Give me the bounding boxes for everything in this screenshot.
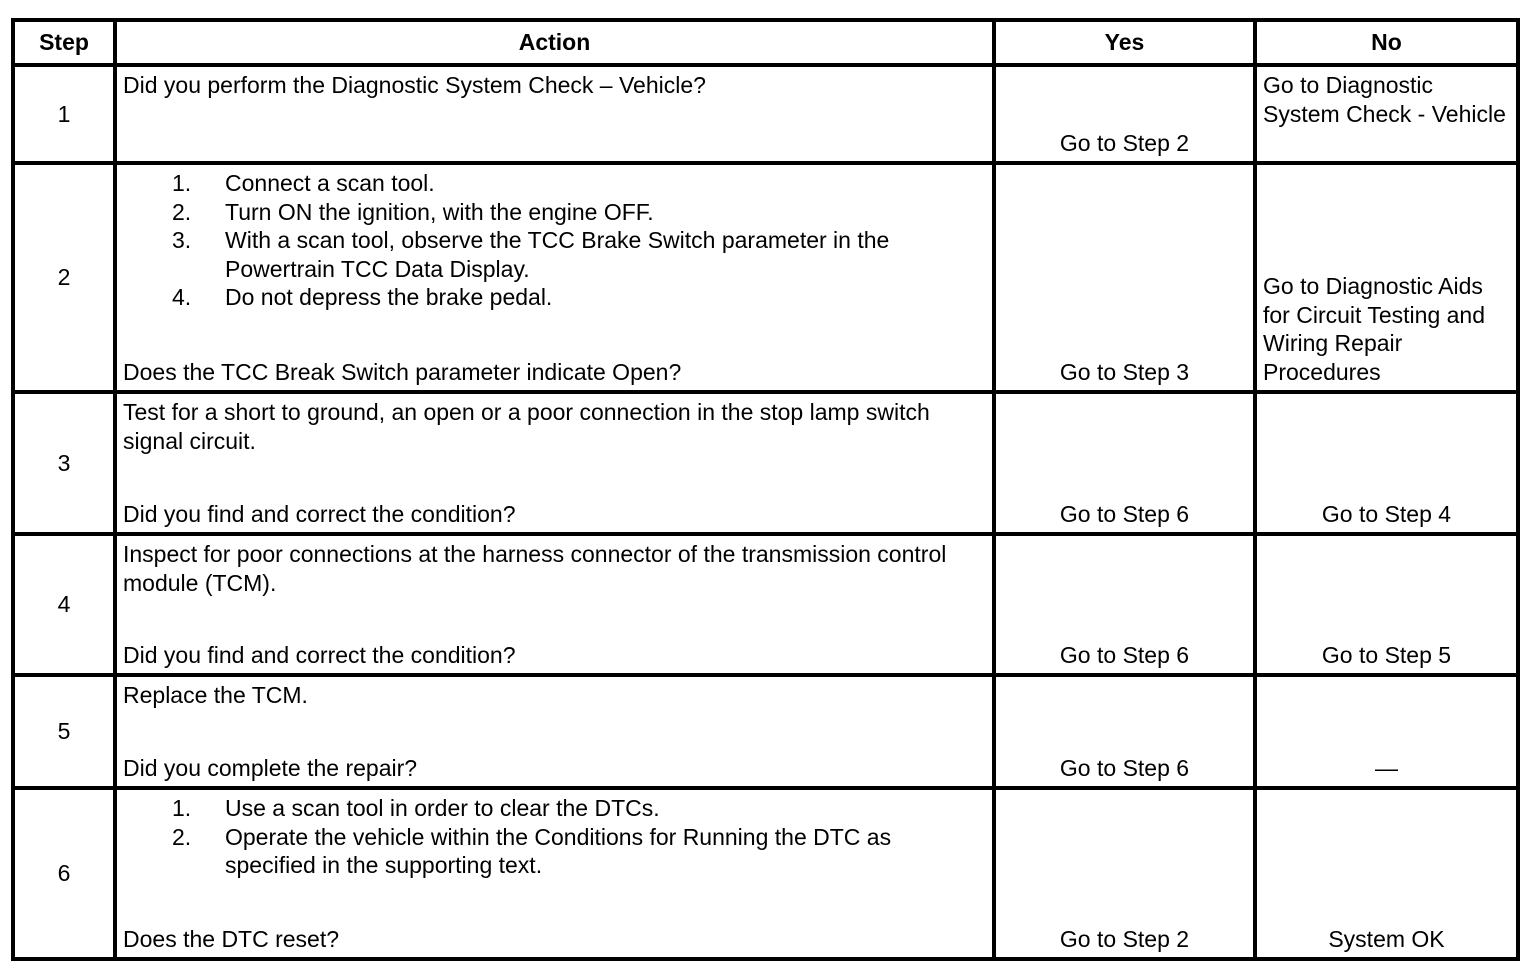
yes-answer: Go to Step 3: [1059, 358, 1190, 385]
action-steps-list: [123, 169, 986, 312]
header-step: Step: [13, 20, 115, 65]
action-text: Inspect for poor connections at the harness connector of the transmission control module (TCM).: [123, 541, 947, 596]
step-number: 1: [13, 65, 115, 163]
action-cell: [115, 65, 994, 163]
no-cell: [1255, 163, 1518, 392]
list-item: 2. Operate the vehicle within the Conditions for Running the DTC as specified in the supporting text.: [172, 823, 892, 878]
no-cell: [1255, 788, 1518, 959]
step-number: 5: [13, 675, 115, 788]
action-cell: [115, 788, 994, 959]
yes-answer: Go to Step 6: [1059, 754, 1190, 781]
yes-cell: [994, 534, 1255, 675]
yes-cell: [994, 65, 1255, 163]
action-cell: [115, 675, 994, 788]
table-row: [13, 788, 1518, 959]
yes-cell: [994, 788, 1255, 959]
table-row: [13, 163, 1518, 392]
step-number: 2: [13, 163, 115, 392]
header-row: [13, 20, 1518, 65]
action-steps-list: [123, 794, 986, 880]
list-item: 3. With a scan tool, observe the TCC Brake Switch parameter in the Powertrain TCC Data Display.: [172, 227, 890, 282]
yes-answer: Go to Step 2: [1059, 129, 1190, 156]
action-text: Did you perform the Diagnostic System Check – Vehicle?: [123, 72, 706, 98]
no-answer: System OK: [1328, 925, 1445, 952]
action-text: Replace the TCM.: [123, 682, 308, 708]
action-cell: [115, 392, 994, 534]
no-cell: [1255, 675, 1518, 788]
header-no: No: [1255, 20, 1518, 65]
table-row: [13, 65, 1518, 163]
action-question: Does the DTC reset?: [123, 925, 340, 952]
no-cell: [1255, 392, 1518, 534]
table-row: [13, 675, 1518, 788]
step-number: 4: [13, 534, 115, 675]
step-number: 3: [13, 392, 115, 534]
yes-cell: [994, 163, 1255, 392]
no-answer: Go to Step 4: [1321, 500, 1452, 527]
yes-cell: [994, 675, 1255, 788]
action-question: Did you complete the repair?: [123, 754, 418, 781]
action-text: Test for a short to ground, an open or a poor connection in the stop lamp switch signal circuit.: [123, 399, 930, 454]
action-question: Did you find and correct the condition?: [123, 500, 516, 527]
no-cell: [1255, 534, 1518, 675]
header-action: Action: [115, 20, 994, 65]
no-answer: Go to Step 5: [1321, 641, 1452, 668]
no-answer: Go to Diagnostic Aids for Circuit Testing and Wiring Repair Procedures: [1263, 273, 1486, 385]
list-item: 1. Connect a scan tool.: [172, 170, 435, 196]
diagnostic-table: [11, 18, 1520, 961]
yes-answer: Go to Step 6: [1059, 641, 1190, 668]
list-item: 4. Do not depress the brake pedal.: [172, 284, 553, 310]
action-question: Does the TCC Break Switch parameter indicate Open?: [123, 358, 682, 385]
table-row: [13, 392, 1518, 534]
step-number: 6: [13, 788, 115, 959]
no-answer: Go to Diagnostic System Check - Vehicle: [1263, 72, 1506, 127]
table-row: [13, 534, 1518, 675]
action-cell: [115, 534, 994, 675]
yes-cell: [994, 392, 1255, 534]
list-item: 1. Use a scan tool in order to clear the DTCs.: [172, 795, 660, 821]
header-yes: Yes: [994, 20, 1255, 65]
action-question: Did you find and correct the condition?: [123, 641, 516, 668]
no-cell: [1255, 65, 1518, 163]
yes-answer: Go to Step 6: [1059, 500, 1190, 527]
action-cell: [115, 163, 994, 392]
list-item: 2. Turn ON the ignition, with the engine OFF.: [172, 198, 654, 225]
yes-answer: Go to Step 2: [1059, 925, 1190, 952]
no-answer: —: [1375, 754, 1398, 781]
